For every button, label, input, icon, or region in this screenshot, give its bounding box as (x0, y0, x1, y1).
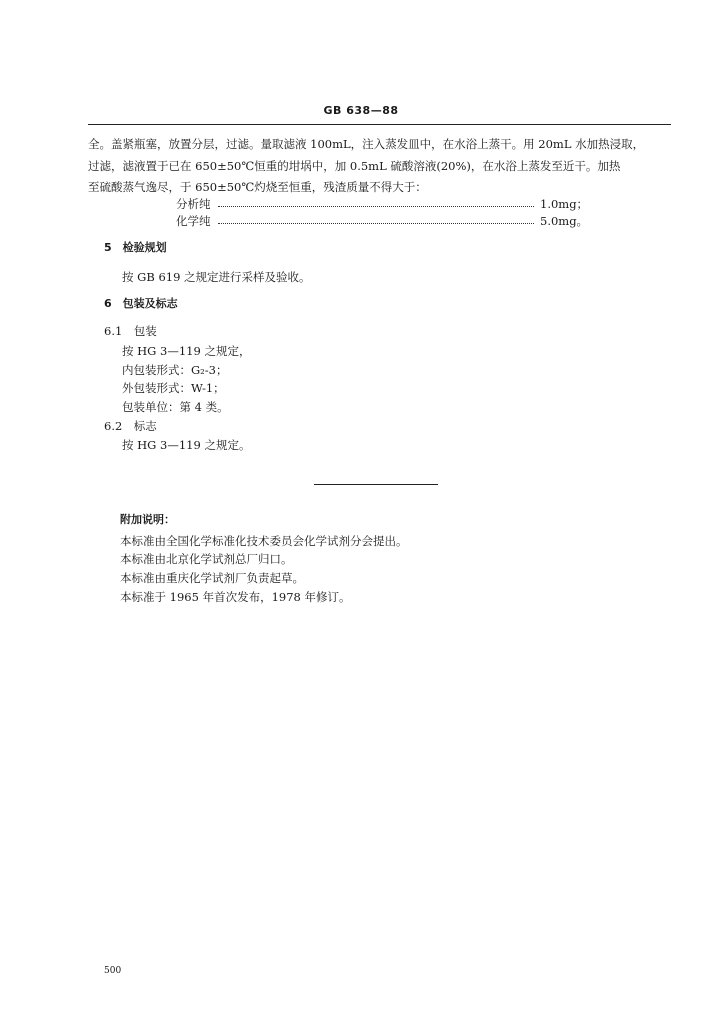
limit-value-cp: 5.0mg。 (540, 214, 589, 228)
section-6-1-line: 包装单位：第 4 类。 (122, 400, 229, 414)
notes-line: 本标准由重庆化学试剂厂负责起草。 (120, 571, 304, 585)
notes-title: 附加说明： (120, 513, 175, 526)
end-separator (314, 484, 438, 485)
leader-dots (218, 223, 534, 224)
section-6-1-line: 外包装形式：W-1； (122, 381, 225, 395)
page-number: 500 (104, 966, 122, 976)
section-6-1-line: 按 HG 3—119 之规定， (122, 344, 251, 358)
section-6-1-line: 内包装形式：G₂-3； (122, 363, 228, 377)
header-rule (88, 124, 671, 125)
standard-code-header: GB 638—88 (323, 104, 399, 117)
section-6-1-heading: 6.1 包装 (104, 324, 157, 338)
leader-dots (218, 206, 534, 207)
section-6-2-heading: 6.2 标志 (104, 419, 157, 433)
limit-grade-ar: 分析纯 (176, 197, 211, 211)
section-5-body: 按 GB 619 之规定进行采样及验收。 (122, 270, 311, 284)
limit-grade-cp: 化学纯 (176, 214, 211, 228)
section-6-heading: 6 包装及标志 (104, 297, 178, 310)
section-6-2-body: 按 HG 3—119 之规定。 (122, 438, 251, 452)
paragraph-line-2: 过滤，滤液置于已在 650±50℃恒重的坩埚中，加 0.5mL 硫酸溶液(20%)，在水浴上蒸发至近干。加热 (88, 159, 621, 173)
notes-line: 本标准由全国化学标准化技术委员会化学试剂分会提出。 (120, 534, 408, 548)
notes-line: 本标准于 1965 年首次发布，1978 年修订。 (120, 590, 351, 604)
paragraph-line-3: 至硫酸蒸气逸尽，于 650±50℃灼烧至恒重，残渣质量不得大于： (88, 180, 427, 194)
paragraph-line-1: 全。盖紧瓶塞，放置分层，过滤。量取滤液 100mL，注入蒸发皿中，在水浴上蒸干。用 20mL 水加热浸取， (88, 137, 645, 151)
section-5-heading: 5 检验规划 (104, 241, 167, 254)
limit-value-ar: 1.0mg； (540, 197, 589, 211)
notes-line: 本标准由北京化学试剂总厂归口。 (120, 552, 293, 566)
